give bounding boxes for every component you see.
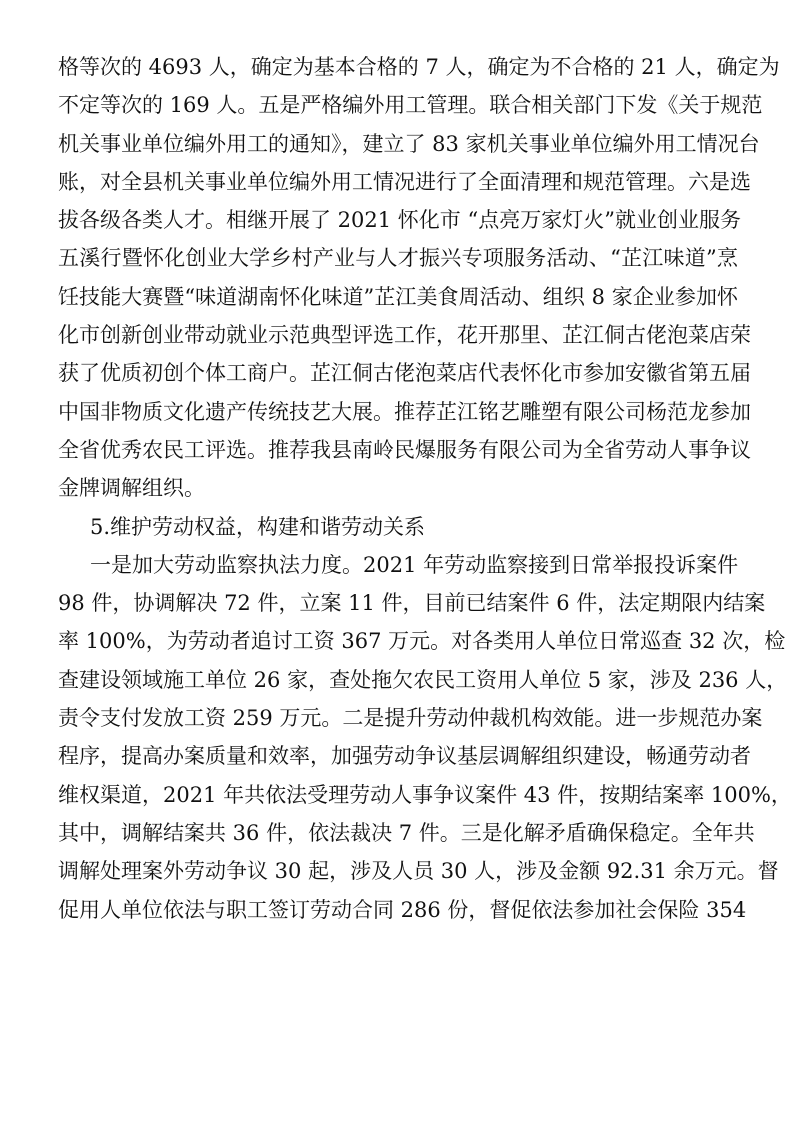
text-line: 金牌调解组织。: [58, 476, 205, 501]
text-line: 其中，调解结案共 36 件，依法裁决 7 件。三是化解矛盾确保稳定。全年共: [58, 820, 755, 845]
text-line: 全省优秀农民工评选。推荐我县南岭民爆服务有限公司为全省劳动人事争议: [58, 437, 751, 462]
text-line: 获了优质初创个体工商户。芷江侗古佬泡菜店代表怀化市参加安徽省第五届: [58, 361, 751, 386]
document-body: [58, 48, 792, 929]
text-line: 一是加大劳动监察执法力度。2021 年劳动监察接到日常举报投诉案件: [90, 552, 739, 577]
text-line: 维权渠道，2021 年共依法受理劳动人事争议案件 43 件，按期结案率 100%，: [58, 782, 792, 807]
text-line: 责令支付发放工资 259 万元。二是提升劳动仲裁机构效能。进一步规范办案: [58, 706, 763, 731]
text-line: 中国非物质文化遗产传统技艺大展。推荐芷江铭艺雕塑有限公司杨范龙参加: [58, 399, 751, 424]
text-line: 饪技能大赛暨“味道湖南怀化味道”芷江美食周活动、组织 8 家企业参加怀: [58, 284, 738, 309]
text-line: 账，对全县机关事业单位编外用工情况进行了全面清理和规范管理。六是选: [58, 169, 751, 194]
paragraph-personnel-management: [58, 48, 780, 508]
text-line: 程序，提高办案质量和效率，加强劳动争议基层调解组织建设，畅通劳动者: [58, 744, 751, 769]
text-line: 调解处理案外劳动争议 30 起，涉及人员 30 人，涉及金额 92.31 余万元。督: [58, 859, 779, 884]
section-heading: 5.维护劳动权益，构建和谐劳动关系: [90, 514, 426, 539]
text-line: 98 件，协调解决 72 件，立案 11 件，目前已结案件 6 件，法定期限内结案: [58, 591, 766, 616]
text-line: 不定等次的 169 人。五是严格编外用工管理。联合相关部门下发《关于规范: [58, 93, 763, 118]
text-line: 机关事业单位编外用工的通知》，建立了 83 家机关事业单位编外用工情况台: [58, 131, 760, 156]
text-line: 促用人单位依法与职工签订劳动合同 286 份，督促依法参加社会保险 354: [58, 897, 747, 922]
paragraph-labor-rights: [58, 546, 792, 929]
text-line: 五溪行暨怀化创业大学乡村产业与人才振兴专项服务活动、“芷江味道”烹: [58, 246, 738, 271]
text-line: 拔各级各类人才。相继开展了 2021 怀化市 “点亮万家灯火”就业创业服务: [58, 208, 741, 233]
text-line: 格等次的 4693 人，确定为基本合格的 7 人，确定为不合格的 21 人，确定为: [58, 55, 780, 79]
text-line: 查建设领域施工单位 26 家，查处拖欠农民工资用人单位 5 家，涉及 236 人，: [58, 667, 788, 692]
text-line: 化市创新创业带动就业示范典型评选工作，花开那里、芷江侗古佬泡菜店荣: [58, 323, 751, 348]
text-line: 率 100%，为劳动者追讨工资 367 万元。对各类用人单位日常巡查 32 次，检: [58, 629, 786, 654]
